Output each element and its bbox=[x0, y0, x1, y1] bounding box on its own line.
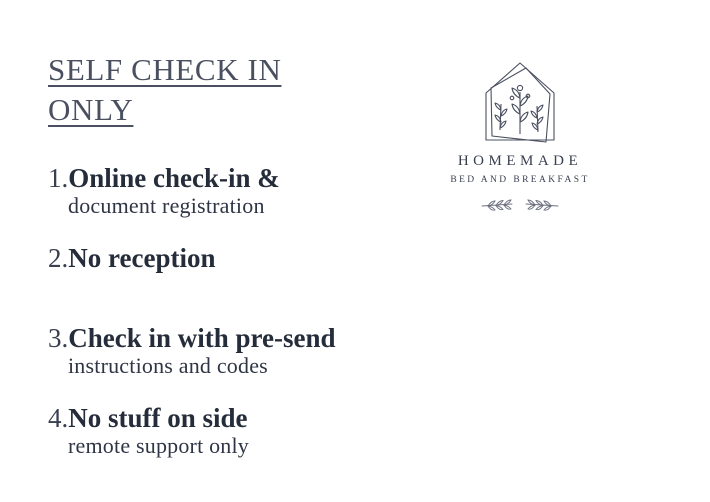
list-item bbox=[48, 241, 336, 321]
title-line-1: SELF CHECK IN bbox=[48, 52, 282, 87]
item-number: 1. bbox=[48, 163, 69, 193]
list-item bbox=[48, 321, 336, 401]
item-detail: instructions and codes bbox=[68, 353, 268, 378]
brand-tagline: BED AND BREAKFAST bbox=[450, 175, 590, 185]
list-item bbox=[48, 161, 336, 241]
item-heading: Online check-in & bbox=[68, 163, 280, 193]
homemade-logo bbox=[430, 58, 610, 218]
house-with-plants-icon bbox=[430, 58, 610, 150]
list-item bbox=[48, 401, 336, 481]
title-line-2: ONLY bbox=[48, 92, 134, 127]
item-number: 3. bbox=[48, 323, 69, 353]
item-detail: remote support only bbox=[68, 433, 249, 458]
item-heading: No reception bbox=[68, 243, 216, 273]
item-heading: Check in with pre-send bbox=[68, 323, 336, 353]
item-number: 2. bbox=[48, 243, 69, 273]
item-heading: No stuff on side bbox=[68, 403, 248, 433]
item-detail: document registration bbox=[68, 193, 265, 218]
page-title bbox=[48, 50, 281, 130]
laurel-branches-icon bbox=[430, 196, 610, 216]
brand-name: HOMEMADE bbox=[457, 153, 583, 169]
item-number: 4. bbox=[48, 403, 69, 433]
feature-list bbox=[48, 161, 336, 481]
